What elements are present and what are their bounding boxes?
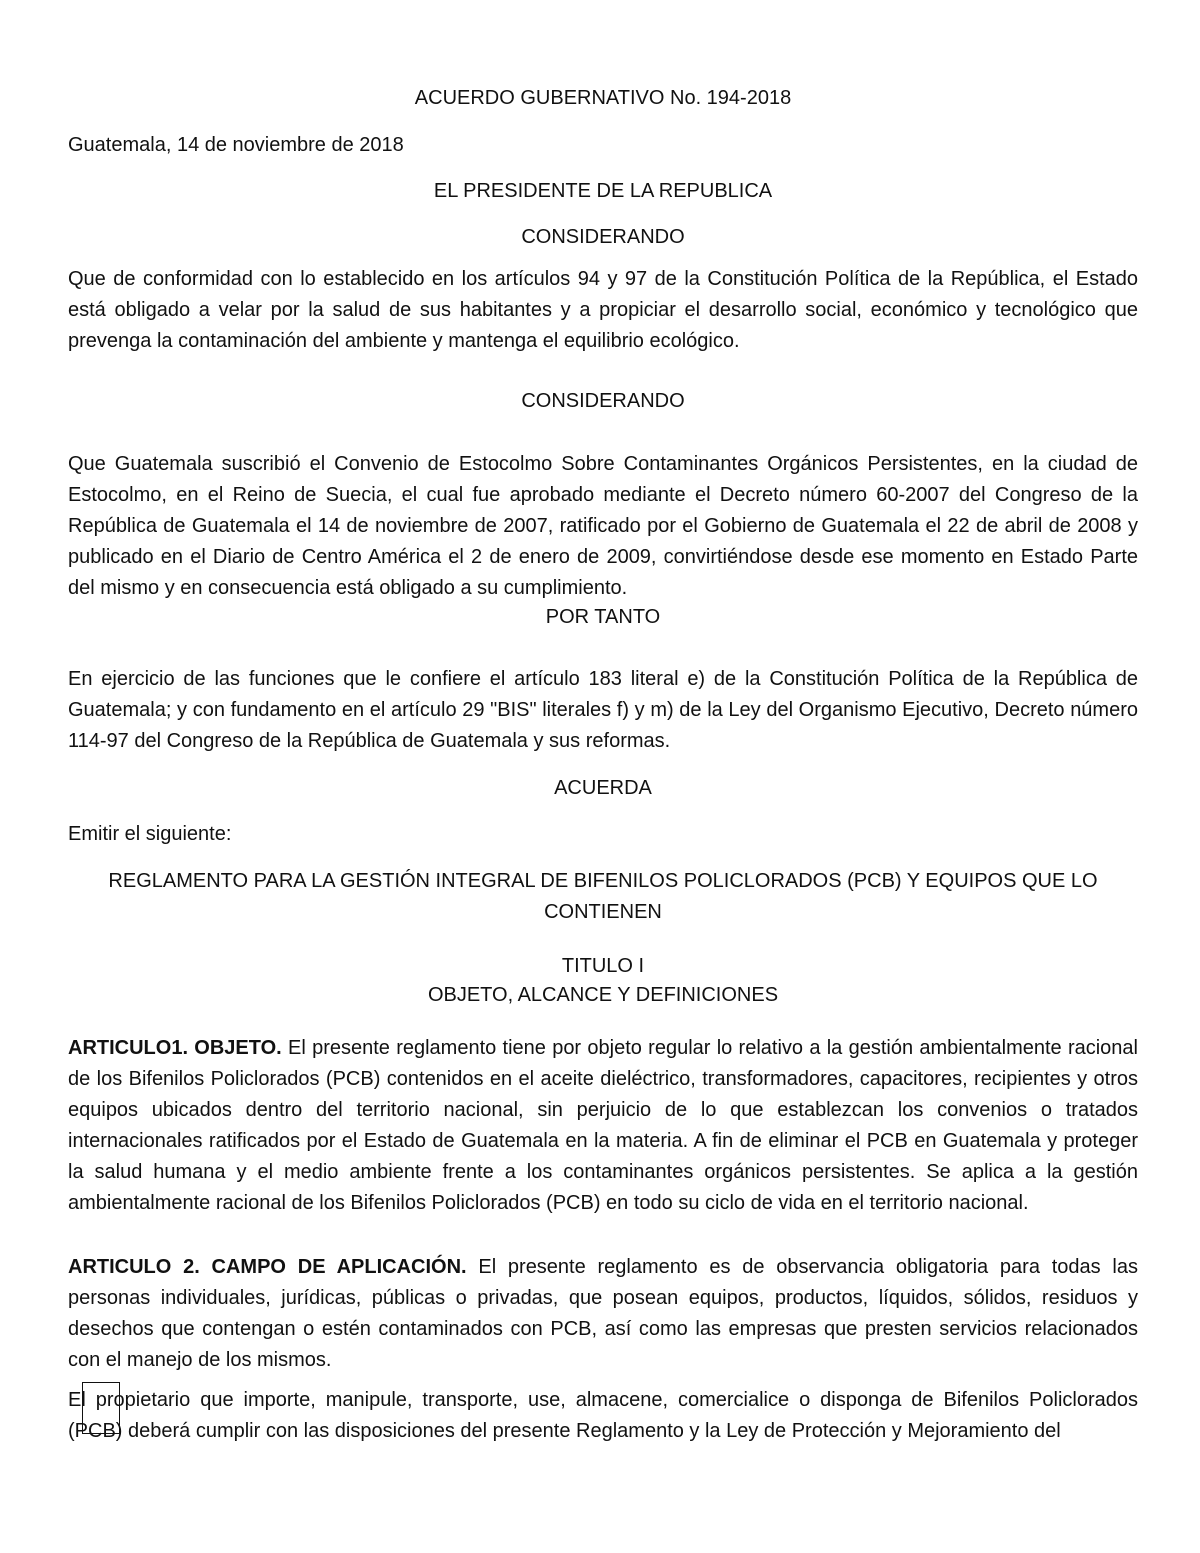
considerando-1-paragraph: Que de conformidad con lo establecido en los artículos 94 y 97 de la Constitución Política de la República, el Estado está obligado a velar por la salud de sus habitantes y a propiciar el desarrollo social, económico y tecnológico que prevenga la contaminación del ambiente y mantenga el equilibrio ecológico. [68, 268, 1138, 352]
authority-heading: EL PRESIDENTE DE LA REPUBLICA [433, 180, 773, 202]
por-tanto-paragraph: En ejercicio de las funciones que le confiere el artículo 183 literal e) de la Constitución Política de la República de Guatemala; y con fundamento en el artículo 29 "BIS" literales f) y m) de la Ley del Organismo Ejecutivo, Decreto número 114-97 del Congreso de la República de Guatemala y sus reformas. [68, 668, 1138, 752]
article-1-label: ARTICULO1. OBJETO. [68, 1037, 282, 1059]
place-date: Guatemala, 14 de noviembre de 2018 [68, 134, 404, 156]
document-title: ACUERDO GUBERNATIVO No. 194-2018 [414, 87, 792, 109]
titulo-heading: TITULO I [561, 955, 645, 977]
regulation-title: REGLAMENTO PARA LA GESTIÓN INTEGRAL DE BIFENILOS POLICLORADOS (PCB) Y EQUIPOS QUE LO CONTIENEN [108, 870, 1098, 923]
article-2-continuation: El propietario que importe, manipule, transporte, use, almacene, comercialice o disponga de Bifenilos Policlorados (PCB) deberá cumplir con las disposiciones del presente Reglamento y la Ley de Protección y Mejoramiento del [68, 1389, 1138, 1442]
emitir-text: Emitir el siguiente: [68, 823, 232, 845]
article-1-text: El presente reglamento tiene por objeto regular lo relativo a la gestión ambientalmente racional de los Bifenilos Policlorados (PCB) contenidos en el aceite dieléctrico, transformadores, capacitores, recipientes y otros equipos ubicados dentro del territorio nacional, sin perjuicio de lo que establezcan los convenios o tratados internacionales ratificados por el Estado de Guatemala en la materia. A fin de eliminar el PCB en Guatemala y proteger la salud humana y el medio ambiente frente a los contaminantes orgánicos persistentes. Se aplica a la gestión ambientalmente racional de los Bifenilos Policlorados (PCB) en todo su ciclo de vida en el territorio nacional. [68, 1037, 1138, 1214]
titulo-subheading: OBJETO, ALCANCE Y DEFINICIONES [427, 984, 779, 1006]
considerando-2-heading: CONSIDERANDO [521, 390, 685, 412]
article-1-paragraph [68, 1033, 1138, 1219]
acuerda-heading: ACUERDA [554, 777, 652, 799]
text-selection-box [82, 1382, 120, 1434]
por-tanto-heading: POR TANTO [545, 606, 661, 628]
article-2-label: ARTICULO 2. CAMPO DE APLICACIÓN. [68, 1256, 467, 1278]
article-2-paragraph [68, 1252, 1138, 1376]
article-2-text: El presente reglamento es de observancia obligatoria para todas las personas individuales, jurídicas, públicas o privadas, que posean equipos, productos, líquidos, sólidos, residuos y desechos que contengan o estén contaminados con PCB, así como las empresas que presten servicios relacionados con el manejo de los mismos. [68, 1256, 1138, 1371]
considerando-1-heading: CONSIDERANDO [521, 226, 685, 248]
considerando-2-paragraph: Que Guatemala suscribió el Convenio de Estocolmo Sobre Contaminantes Orgánicos Persistentes, en la ciudad de Estocolmo, en el Reino de Suecia, el cual fue aprobado mediante el Decreto número 60-2007 del Congreso de la República de Guatemala el 14 de noviembre de 2007, ratificado por el Gobierno de Guatemala el 22 de abril de 2008 y publicado en el Diario de Centro América el 2 de enero de 2009, convirtiéndose desde ese momento en Estado Parte del mismo y en consecuencia está obligado a su cumplimiento. [68, 453, 1138, 599]
